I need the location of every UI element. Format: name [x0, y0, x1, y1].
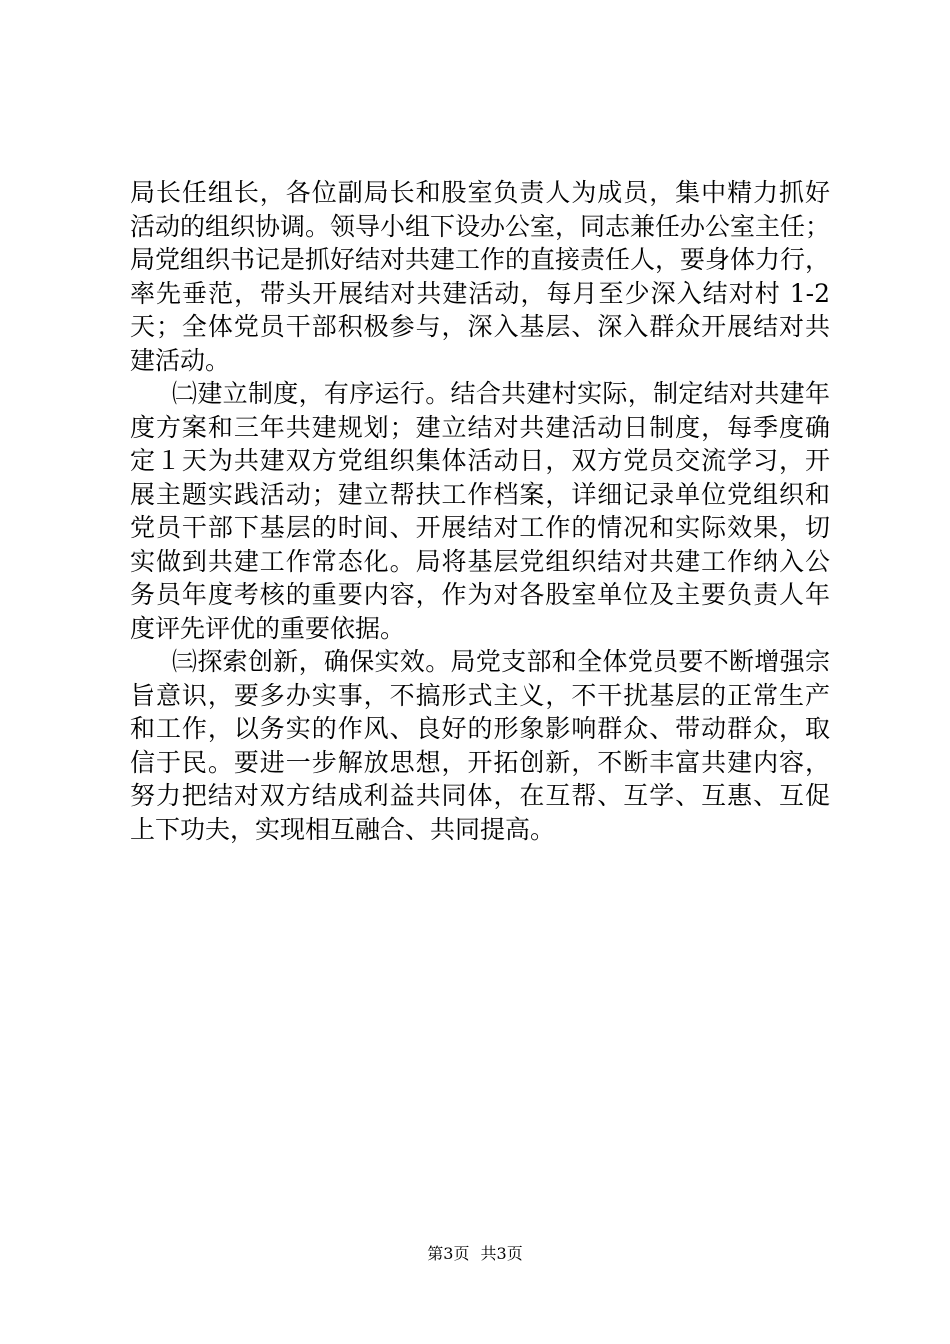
paragraph-3-line-2: 旨意识，要多办实事，不搞形式主义，不干扰基层的正常生产 [130, 680, 830, 710]
page-footer [0, 1243, 950, 1265]
paragraph-2-line-4: 展主题实践活动；建立帮扶工作档案，详细记录单位党组织和 [130, 479, 830, 509]
paragraph-2-line-8: 度评先评优的重要依据。 [130, 613, 406, 643]
paragraph-3-line-3: 和工作，以务实的作风、良好的形象影响群众、带动群众，取 [130, 714, 830, 743]
page-number: 第3页 [427, 1244, 470, 1263]
paragraph-1-line-1: 局长任组长，各位副局长和股室负责人为成员，集中精力抓好 [130, 178, 830, 207]
paragraph-3-line-6: 上下功夫，实现相互融合、共同提高。 [130, 814, 556, 844]
paragraph-2-line-5: 党员干部下基层的时间、开展结对工作的情况和实际效果，切 [130, 513, 830, 542]
paragraph-1-line-6: 建活动。 [130, 345, 231, 375]
document-body [130, 176, 830, 846]
paragraph-1-line-3: 局党组织书记是抓好结对共建工作的直接责任人，要身体力行， [130, 245, 831, 274]
page-total: 共3页 [480, 1244, 523, 1263]
paragraph-3-line-1: ㈢探索创新，确保实效。局党支部和全体党员要不断增强宗 [172, 647, 830, 676]
paragraph-2-line-2: 度方案和三年共建规划；建立结对共建活动日制度，每季度确 [130, 412, 830, 442]
paragraph-2-line-6: 实做到共建工作常态化。局将基层党组织结对共建工作纳入公 [130, 546, 830, 576]
paragraph-2-line-3: 定１天为共建双方党组织集体活动日，双方党员交流学习，开 [130, 446, 830, 475]
paragraph-1-line-4: 率先垂范，带头开展结对共建活动，每月至少深入结对村 1-2 [130, 278, 830, 308]
paragraph-1-line-5: 天；全体党员干部积极参与，深入基层、深入群众开展结对共 [130, 312, 830, 341]
paragraph-2-line-1: ㈡建立制度，有序运行。结合共建村实际，制定结对共建年 [172, 379, 830, 408]
paragraph-3-line-5: 努力把结对双方结成利益共同体，在互帮、互学、互惠、互促 [130, 781, 830, 810]
paragraph-1-line-2: 活动的组织协调。领导小组下设办公室，同志兼任办公室主任； [130, 211, 831, 241]
paragraph-2-line-7: 务员年度考核的重要内容，作为对各股室单位及主要负责人年 [130, 580, 830, 609]
paragraph-3-line-4: 信于民。要进一步解放思想，开拓创新，不断丰富共建内容， [130, 747, 830, 777]
